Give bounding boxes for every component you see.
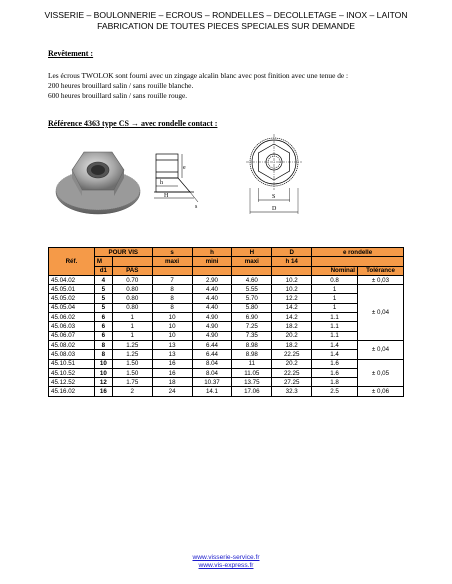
tolerance-cell: ± 0,05	[358, 359, 404, 387]
pas-cell: 1.75	[112, 378, 152, 387]
d1-cell: 6	[94, 313, 112, 322]
s-cell: 13	[152, 350, 192, 359]
d1-cell: 12	[94, 378, 112, 387]
header-h: h	[192, 248, 232, 257]
H-cell: 8.98	[232, 340, 272, 349]
e-nominal-cell: 1.1	[312, 322, 358, 331]
table-row	[49, 313, 404, 322]
label-s: s	[195, 204, 198, 210]
tolerance-cell: ± 0,06	[358, 387, 404, 396]
label-H: H	[164, 193, 169, 199]
H-cell: 5.80	[232, 303, 272, 312]
table-row	[49, 368, 404, 377]
D-cell: 20.2	[272, 331, 312, 340]
H-cell: 5.55	[232, 285, 272, 294]
ref-cell: 45.05.02	[49, 294, 95, 303]
pas-cell: 1	[112, 313, 152, 322]
ref-cell: 45.04.02	[49, 275, 95, 284]
e-nominal-cell: 1.8	[312, 378, 358, 387]
reference-title: Référence 4363 type CS → avec rondelle contact :	[48, 119, 218, 128]
table-row	[49, 340, 404, 349]
e-nominal-cell: 2.5	[312, 387, 358, 396]
pas-cell: 0.80	[112, 285, 152, 294]
table-row	[49, 294, 404, 303]
d1-cell: 5	[94, 294, 112, 303]
d1-cell: 8	[94, 340, 112, 349]
pas-cell: 1	[112, 331, 152, 340]
header-s-maxi: maxi	[152, 257, 192, 266]
ref-cell: 45.08.02	[49, 340, 95, 349]
header-h-mini: mini	[192, 257, 232, 266]
D-cell: 12.2	[272, 294, 312, 303]
h-cell: 6.44	[192, 350, 232, 359]
desc-line-1: Les écrous TWOLOK sont fourni avec un zingage alcalin blanc avec post finition avec une tenue de :	[48, 71, 349, 80]
ref-cell: 45.16.02	[49, 387, 95, 396]
D-cell: 32.3	[272, 387, 312, 396]
D-cell: 22.25	[272, 350, 312, 359]
header-empty-4	[192, 266, 232, 275]
s-cell: 16	[152, 359, 192, 368]
h-cell: 2.90	[192, 275, 232, 284]
header-line-1: VISSERIE – BOULONNERIE – ECROUS – RONDELLES – DECOLLETAGE – INOX – LAITON	[44, 10, 408, 20]
s-cell: 8	[152, 294, 192, 303]
ref-cell: 45.06.02	[49, 313, 95, 322]
footer-link-vis-express[interactable]: www.vis-express.fr	[198, 562, 254, 569]
ref-cell: 45.05.04	[49, 303, 95, 312]
e-nominal-cell: 1.4	[312, 340, 358, 349]
pas-cell: 1	[112, 322, 152, 331]
table-row	[49, 322, 404, 331]
table-row	[49, 331, 404, 340]
h-cell: 6.44	[192, 340, 232, 349]
H-cell: 4.60	[232, 275, 272, 284]
s-cell: 13	[152, 340, 192, 349]
d1-cell: 8	[94, 350, 112, 359]
D-cell: 10.2	[272, 285, 312, 294]
h-cell: 8.04	[192, 359, 232, 368]
H-cell: 7.25	[232, 322, 272, 331]
D-cell: 18.2	[272, 340, 312, 349]
D-cell: 27.25	[272, 378, 312, 387]
header-pour-vis: POUR VIS	[94, 248, 152, 257]
pas-cell: 0.70	[112, 275, 152, 284]
d1-cell: 6	[94, 331, 112, 340]
tolerance-cell: ± 0,04	[358, 285, 404, 341]
H-cell: 11	[232, 359, 272, 368]
header-H-maxi: maxi	[232, 257, 272, 266]
header-s: s	[152, 248, 192, 257]
header-m: M	[94, 257, 112, 266]
d1-cell: 16	[94, 387, 112, 396]
d1-cell: 4	[94, 275, 112, 284]
revetement-title: Revêtement :	[48, 49, 94, 58]
h-cell: 14.1	[192, 387, 232, 396]
pas-cell: 1.50	[112, 368, 152, 377]
d1-cell: 5	[94, 285, 112, 294]
D-cell: 22.25	[272, 368, 312, 377]
e-nominal-cell: 1.6	[312, 359, 358, 368]
h-cell: 4.40	[192, 294, 232, 303]
e-nominal-cell: 1.1	[312, 331, 358, 340]
h-cell: 10.37	[192, 378, 232, 387]
header-empty-5	[232, 266, 272, 275]
header-ref: Réf.	[49, 248, 95, 276]
header-H: H	[232, 248, 272, 257]
ref-cell: 45.05.01	[49, 285, 95, 294]
H-cell: 17.06	[232, 387, 272, 396]
e-nominal-cell: 1	[312, 294, 358, 303]
header-empty-6	[272, 266, 312, 275]
pas-cell: 1.25	[112, 340, 152, 349]
s-cell: 10	[152, 331, 192, 340]
d1-cell: 6	[94, 322, 112, 331]
D-cell: 18.2	[272, 322, 312, 331]
h-cell: 4.40	[192, 285, 232, 294]
h-cell: 4.90	[192, 313, 232, 322]
d1-cell: 5	[94, 303, 112, 312]
header-d1: d1	[94, 266, 112, 275]
H-cell: 7.35	[232, 331, 272, 340]
h-cell: 8.04	[192, 368, 232, 377]
table-row	[49, 285, 404, 294]
page-header	[0, 10, 452, 32]
pas-cell: 0.80	[112, 294, 152, 303]
ref-cell: 45.06.07	[49, 331, 95, 340]
e-nominal-cell: 1.1	[312, 313, 358, 322]
header-empty	[112, 257, 152, 266]
H-cell: 5.70	[232, 294, 272, 303]
table-row	[49, 350, 404, 359]
label-S: S	[272, 194, 276, 200]
table-row	[49, 378, 404, 387]
nut-photo	[52, 140, 144, 218]
H-cell: 13.75	[232, 378, 272, 387]
d1-cell: 10	[94, 368, 112, 377]
e-nominal-cell: 1	[312, 285, 358, 294]
header-empty-3	[152, 266, 192, 275]
nut-side-view-drawing	[150, 140, 206, 212]
h-cell: 4.90	[192, 331, 232, 340]
e-nominal-cell: 0.8	[312, 275, 358, 284]
header-empty-2	[312, 257, 404, 266]
header-nominal: Nominal	[312, 266, 358, 275]
header-line-2: FABRICATION DE TOUTES PIECES SPECIALES SUR DEMANDE	[97, 21, 355, 31]
header-D: D	[272, 248, 312, 257]
pas-cell: 1.25	[112, 350, 152, 359]
pas-cell: 2	[112, 387, 152, 396]
desc-line-3: 600 heures brouillard salin / sans rouille rouge.	[48, 91, 188, 100]
label-h: h	[160, 180, 163, 186]
table-row	[49, 387, 404, 396]
s-cell: 16	[152, 368, 192, 377]
table-row	[49, 275, 404, 284]
label-e: e	[183, 165, 186, 171]
s-cell: 24	[152, 387, 192, 396]
s-cell: 7	[152, 275, 192, 284]
label-D: D	[272, 206, 277, 212]
footer-link-visserie-service[interactable]: www.visserie-service.fr	[192, 554, 260, 561]
page-footer	[0, 554, 452, 570]
e-nominal-cell: 1.4	[312, 350, 358, 359]
s-cell: 8	[152, 303, 192, 312]
s-cell: 8	[152, 285, 192, 294]
s-cell: 10	[152, 313, 192, 322]
ref-cell: 45.10.51	[49, 359, 95, 368]
desc-line-2: 200 heures brouillard salin / sans rouille blanche.	[48, 81, 194, 90]
ref-cell: 45.06.03	[49, 322, 95, 331]
H-cell: 11.05	[232, 368, 272, 377]
table-row	[49, 303, 404, 312]
H-cell: 8.98	[232, 350, 272, 359]
s-cell: 10	[152, 322, 192, 331]
header-e-rondelle: e rondelle	[312, 248, 404, 257]
s-cell: 18	[152, 378, 192, 387]
pas-cell: 1.50	[112, 359, 152, 368]
e-nominal-cell: 1.6	[312, 368, 358, 377]
h-cell: 4.40	[192, 303, 232, 312]
D-cell: 10.2	[272, 275, 312, 284]
H-cell: 6.90	[232, 313, 272, 322]
tolerance-cell: ± 0,04	[358, 340, 404, 359]
ref-cell: 45.10.52	[49, 368, 95, 377]
h-cell: 4.90	[192, 322, 232, 331]
ref-cell: 45.12.52	[49, 378, 95, 387]
header-D-h14: h 14	[272, 257, 312, 266]
revetement-description	[48, 71, 408, 101]
D-cell: 14.2	[272, 303, 312, 312]
header-pas: PAS	[112, 266, 152, 275]
D-cell: 20.2	[272, 359, 312, 368]
ref-cell: 45.08.03	[49, 350, 95, 359]
pas-cell: 0.80	[112, 303, 152, 312]
D-cell: 14.2	[272, 313, 312, 322]
table-row	[49, 359, 404, 368]
specifications-table	[48, 247, 404, 397]
tolerance-cell: ± 0,03	[358, 275, 404, 284]
nut-top-view-drawing	[242, 132, 306, 218]
d1-cell: 10	[94, 359, 112, 368]
header-tolerance: Tolérance	[358, 266, 404, 275]
e-nominal-cell: 1	[312, 303, 358, 312]
